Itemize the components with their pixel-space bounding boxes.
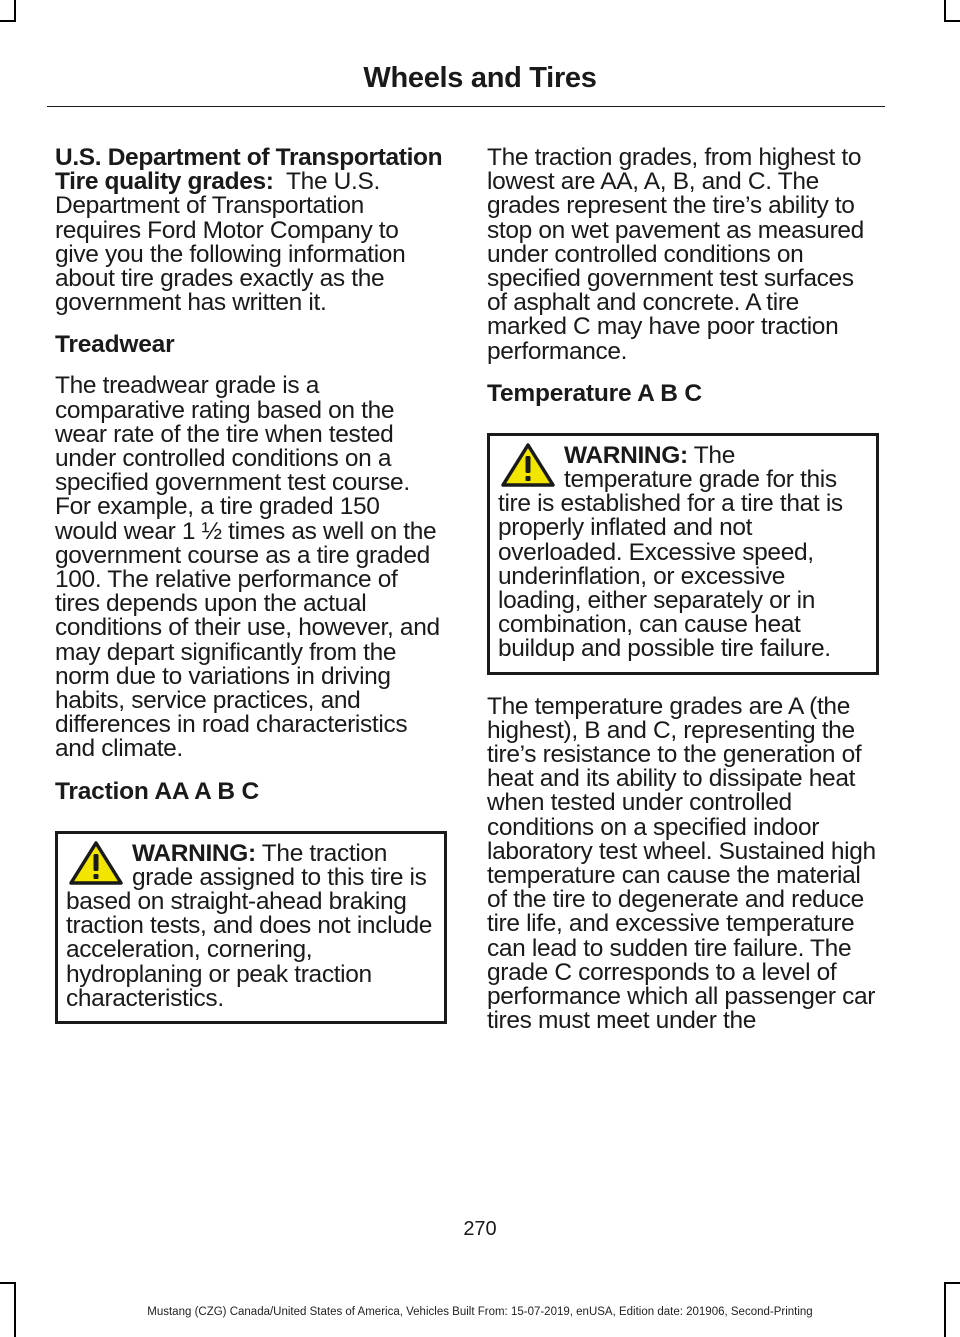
header-divider — [47, 106, 885, 107]
intro-heading: U.S. Department of Transportation Tire quality grades: — [55, 144, 443, 196]
footer-edition-info: Mustang (CZG) Canada/United States of America, Vehicles Built From: 15-07-2019, enUSA, Edition date: 201906, Second-Printing — [147, 1306, 813, 1318]
treadwear-text: The treadwear grade is a comparative rating based on the wear rate of the tire when tested under controlled conditions on a specified government test course. For example, a tire graded 150 would wear 1 ½ times as well on the government course as a tire graded 100. The relative performance of tires depends upon the actual conditions of their use, however, and may depart significantly from the norm due to variations in driving habits, service practices, and differences in road characteristics and climate. — [55, 372, 440, 763]
crop-mark-top-right-h — [944, 20, 960, 22]
crop-mark-top-left-v — [14, 0, 16, 22]
treadwear-heading: Treadwear — [55, 331, 175, 359]
crop-mark-top-left-h — [0, 20, 16, 22]
left-column — [55, 146, 447, 1044]
right-column — [487, 146, 879, 1051]
crop-mark-bottom-left-h — [0, 1282, 16, 1284]
traction-warning-text: The traction grade assigned to this tire is based on straight-ahead braking traction tests, and does not include acceleration, cornering, hydroplaning or peak traction characteristics. — [66, 839, 433, 1012]
traction-warning-label: WARNING: — [132, 839, 256, 867]
temperature-warning-box — [487, 433, 879, 675]
intro-text: The U.S. Department of Transportation requires Ford Motor Company to give you the following information about tire grades exactly as the government has written it. — [55, 168, 406, 317]
page-title: Wheels and Tires — [363, 62, 597, 94]
traction-heading: Traction AA A B C — [55, 777, 259, 805]
warning-triangle-icon — [500, 442, 556, 488]
traction-grades-text: The traction grades, from highest to lowest are AA, A, B, and C. The grades represent the tire’s ability to stop on wet pavement as measured under controlled conditions on specified government test surfaces of asphalt and concrete. A tire marked C may have poor traction performance. — [487, 144, 864, 365]
crop-mark-bottom-right-h — [944, 1282, 960, 1284]
intro-paragraph — [55, 146, 447, 315]
warning-triangle-icon — [68, 840, 124, 886]
traction-warning-box — [55, 831, 447, 1024]
temperature-grades-text: The temperature grades are A (the highest), B and C, representing the tire’s resistance to the generation of heat and its ability to dissipate heat when tested under controlled conditions on a specified indoor laboratory test wheel. Sustained high temperature can cause the material of the tire to degenerate and reduce tire life, and excessive temperature can lead to sudden tire failure. The grade C corresponds to a level of performance which all passenger car tires must meet under the — [487, 692, 876, 1035]
crop-mark-top-right-v — [944, 0, 946, 22]
temperature-warning-label: WARNING: — [564, 441, 688, 469]
temperature-warning-text: The temperature grade for this tire is established for a tire that is properly inflated and not overloaded. Excessive speed, underinflation, or excessive loading, either separately or in combination, can cause heat buildup and possible tire failure. — [498, 441, 843, 663]
page-number: 270 — [463, 1218, 497, 1240]
temperature-heading: Temperature A B C — [487, 379, 702, 407]
